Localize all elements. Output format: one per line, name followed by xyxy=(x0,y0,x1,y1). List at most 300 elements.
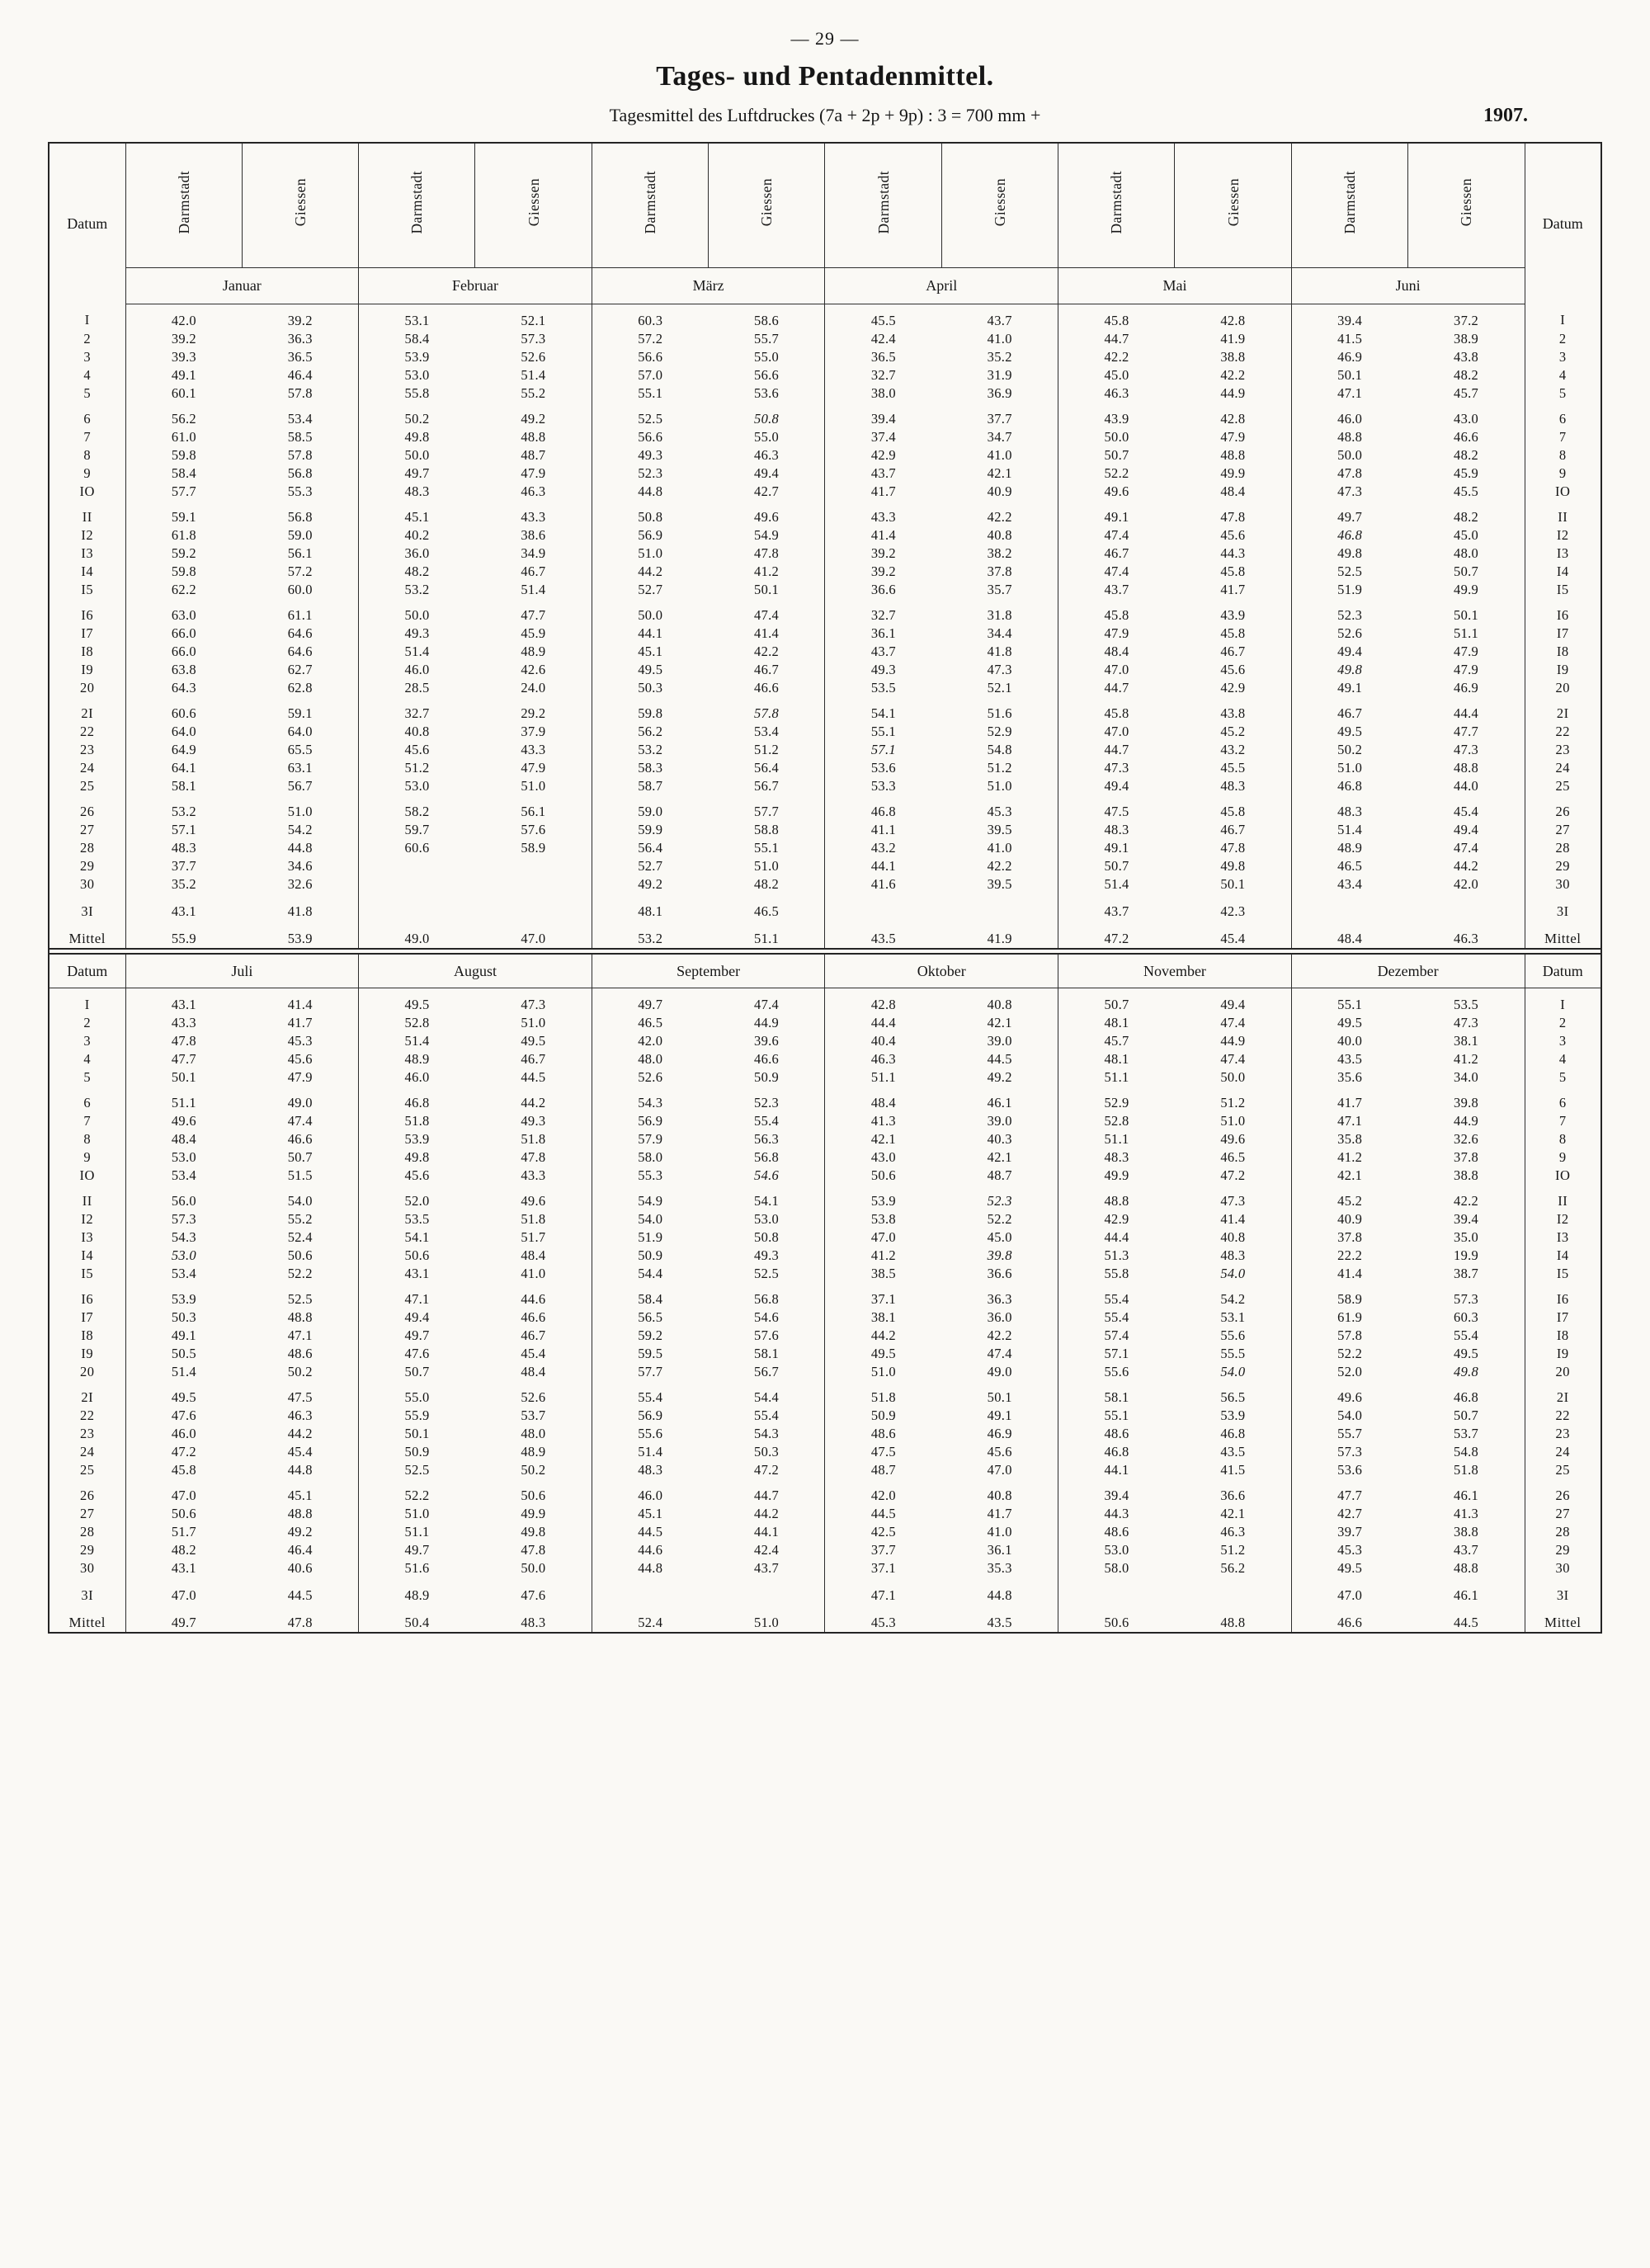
pressure-value: 49.2 xyxy=(521,410,546,427)
pressure-value: 53.6 xyxy=(825,759,941,777)
station-label: Giessen xyxy=(1224,178,1242,227)
pressure-value: 50.6 xyxy=(125,1505,242,1523)
pressure-value: 59.2 xyxy=(125,545,242,563)
pressure-value: 35.3 xyxy=(987,1560,1012,1576)
pressure-value: 59.0 xyxy=(287,526,313,543)
pressure-value: 58.7 xyxy=(592,777,708,795)
table-row xyxy=(50,304,1600,330)
pressure-value: 51.4 xyxy=(359,1032,475,1050)
pressure-value: 55.5 xyxy=(1220,1346,1246,1361)
pressure-value: 47.9 xyxy=(1220,428,1246,445)
mittel-value: 48.3 xyxy=(521,1615,546,1630)
pressure-value: 47.6 xyxy=(359,1345,475,1363)
table-header xyxy=(50,144,1600,304)
pressure-value: 51.1 xyxy=(1058,1130,1175,1148)
pressure-value: 39.7 xyxy=(1291,1523,1407,1541)
pressure-value: 47.7 xyxy=(125,1050,242,1068)
pressure-value: 43.5 xyxy=(1291,1050,1407,1068)
page-subtitle: Tagesmittel des Luftdruckes (7a + 2p + 9p) : 3 = 700 mm + xyxy=(609,105,1041,125)
mittel-value: 50.4 xyxy=(359,1605,475,1632)
pressure-value: 48.9 xyxy=(521,1444,546,1459)
pressure-value: 45.7 xyxy=(1454,384,1479,401)
pressure-value: 53.0 xyxy=(359,777,475,795)
station-label: Darmstadt xyxy=(1341,171,1358,234)
pressure-value: 29.2 xyxy=(521,705,546,721)
table-row xyxy=(50,1210,1600,1228)
table-row xyxy=(50,1148,1600,1167)
pressure-value: 51.7 xyxy=(521,1229,546,1245)
mittel-group xyxy=(50,1605,1600,1632)
pressure-value xyxy=(359,875,475,894)
day-number: 30 xyxy=(50,1559,125,1577)
pressure-value: 50.0 xyxy=(1058,428,1175,446)
day-group xyxy=(50,599,1600,697)
day-number: 2I xyxy=(1525,697,1600,723)
pressure-value xyxy=(592,1577,708,1605)
day-number: 26 xyxy=(1525,1479,1600,1505)
pressure-value: 46.6 xyxy=(754,679,780,695)
pressure-value: 52.3 xyxy=(754,1095,780,1110)
pressure-value: 41.3 xyxy=(1454,1506,1479,1521)
day-number: IO xyxy=(1525,483,1600,501)
pressure-value: 48.1 xyxy=(592,894,708,921)
table-row xyxy=(50,759,1600,777)
pressure-value: 47.4 xyxy=(754,997,780,1012)
pressure-value: 57.3 xyxy=(521,330,546,347)
pressure-value: 42.0 xyxy=(125,304,242,330)
pressure-value: 52.3 xyxy=(592,464,708,483)
pressure-value: 41.4 xyxy=(287,997,313,1012)
pressure-value: 51.4 xyxy=(1291,821,1407,839)
station-header-darmstadt xyxy=(825,144,941,267)
pressure-value: 42.2 xyxy=(987,508,1012,525)
pressure-value: 52.1 xyxy=(987,679,1012,695)
table-row xyxy=(50,1407,1600,1425)
pressure-value: 41.7 xyxy=(1220,581,1246,597)
pressure-value: 51.8 xyxy=(1454,1462,1479,1478)
pressure-value: 53.6 xyxy=(754,384,780,401)
pressure-value: 58.9 xyxy=(521,839,546,856)
pressure-value: 50.6 xyxy=(521,1488,546,1503)
pressure-value: 56.8 xyxy=(754,1149,780,1165)
pressure-value: 55.7 xyxy=(1291,1425,1407,1443)
pressure-value: 50.6 xyxy=(359,1247,475,1265)
pressure-value: 53.0 xyxy=(359,366,475,384)
month-header: Februar xyxy=(359,267,592,304)
pressure-value: 53.4 xyxy=(287,410,313,427)
day-number: I6 xyxy=(1525,1283,1600,1308)
pressure-value: 57.7 xyxy=(125,483,242,501)
pressure-value: 51.0 xyxy=(754,857,780,874)
table-row xyxy=(50,545,1600,563)
pressure-value: 46.3 xyxy=(1058,384,1175,403)
pressure-value: 49.2 xyxy=(592,875,708,894)
pressure-value: 52.2 xyxy=(359,1479,475,1505)
pressure-value: 37.4 xyxy=(825,428,941,446)
pressure-value: 55.1 xyxy=(1291,988,1407,1015)
day-number: 3I xyxy=(50,894,125,921)
pressure-value: 56.6 xyxy=(592,428,708,446)
pressure-value: 57.8 xyxy=(1291,1327,1407,1345)
pressure-value: 41.4 xyxy=(1220,1211,1246,1227)
pressure-value: 54.1 xyxy=(825,697,941,723)
day-number: 7 xyxy=(1525,1112,1600,1130)
pressure-value: 52.9 xyxy=(1058,1087,1175,1112)
pressure-value: 49.8 xyxy=(1220,857,1246,874)
pressure-value: 37.9 xyxy=(521,723,546,739)
pressure-value: 41.3 xyxy=(825,1112,941,1130)
day-number: 25 xyxy=(1525,1461,1600,1479)
pressure-value: 47.1 xyxy=(287,1327,313,1343)
pressure-value: 47.3 xyxy=(1220,1193,1246,1209)
pressure-value: 47.6 xyxy=(521,1587,546,1603)
pressure-value: 50.9 xyxy=(825,1407,941,1425)
day-number: 25 xyxy=(50,777,125,795)
pressure-value: 49.5 xyxy=(359,988,475,1015)
day-number: I6 xyxy=(50,599,125,625)
pressure-value: 48.4 xyxy=(1058,643,1175,661)
table-row xyxy=(50,697,1600,723)
pressure-value: 47.0 xyxy=(1058,661,1175,679)
pressure-value: 42.3 xyxy=(1220,903,1246,919)
pressure-value: 48.8 xyxy=(521,428,546,445)
pressure-value: 41.9 xyxy=(1220,330,1246,347)
day-number: II xyxy=(1525,1185,1600,1210)
day-number: 4 xyxy=(50,366,125,384)
pressure-value: 56.5 xyxy=(592,1308,708,1327)
pressure-value: 50.0 xyxy=(359,599,475,625)
pressure-value: 56.1 xyxy=(287,545,313,561)
pressure-value: 47.4 xyxy=(287,1113,313,1129)
day-number: 29 xyxy=(1525,857,1600,875)
pressure-value: 53.5 xyxy=(359,1210,475,1228)
pressure-value: 46.1 xyxy=(1454,1587,1479,1603)
day-number: I8 xyxy=(50,643,125,661)
pressure-value: 52.0 xyxy=(359,1185,475,1210)
pressure-value: 43.7 xyxy=(1058,894,1175,921)
pressure-value: 42.6 xyxy=(521,661,546,677)
pressure-value: 47.8 xyxy=(521,1542,546,1558)
pressure-value: 43.7 xyxy=(825,464,941,483)
pressure-value: 43.1 xyxy=(125,988,242,1015)
day-number: 23 xyxy=(1525,1425,1600,1443)
pressure-value: 48.2 xyxy=(754,875,780,892)
pressure-value: 64.6 xyxy=(287,625,313,641)
pressure-value: 43.7 xyxy=(825,643,941,661)
pressure-value: 44.9 xyxy=(1220,1033,1246,1049)
day-number: I2 xyxy=(50,526,125,545)
pressure-value: 46.7 xyxy=(521,1327,546,1343)
pressure-value: 47.8 xyxy=(1220,839,1246,856)
pressure-value: 55.1 xyxy=(825,723,941,741)
month-header: März xyxy=(592,267,825,304)
pressure-value: 44.5 xyxy=(825,1505,941,1523)
table-row xyxy=(50,894,1600,921)
pressure-value: 50.0 xyxy=(592,599,708,625)
day-group xyxy=(50,1283,1600,1381)
pressure-value: 46.6 xyxy=(521,1309,546,1325)
month-header: Dezember xyxy=(1291,954,1525,988)
pressure-value: 46.7 xyxy=(521,563,546,579)
pressure-value: 46.8 xyxy=(1058,1443,1175,1461)
pressure-value: 41.2 xyxy=(1291,1148,1407,1167)
pressure-value: 44.3 xyxy=(1058,1505,1175,1523)
pressure-value: 49.1 xyxy=(125,1327,242,1345)
mittel-value: 50.6 xyxy=(1058,1605,1175,1632)
pressure-value: 47.4 xyxy=(1220,1051,1246,1067)
day-number: 26 xyxy=(50,795,125,821)
station-label: Giessen xyxy=(1458,178,1475,227)
pressure-value: 48.6 xyxy=(1058,1523,1175,1541)
pressure-value: 51.8 xyxy=(521,1131,546,1147)
pressure-value: 44.9 xyxy=(754,1015,780,1030)
day-number: I9 xyxy=(1525,661,1600,679)
pressure-value: 50.8 xyxy=(754,410,780,427)
pressure-value: 53.7 xyxy=(521,1407,546,1423)
pressure-value: 63.8 xyxy=(125,661,242,679)
day-number: 8 xyxy=(1525,1130,1600,1148)
pressure-value: 61.9 xyxy=(1291,1308,1407,1327)
pressure-value: 43.7 xyxy=(987,312,1012,328)
pressure-value: 42.8 xyxy=(1220,410,1246,427)
pressure-value: 64.1 xyxy=(125,759,242,777)
pressure-value: 44.5 xyxy=(592,1523,708,1541)
pressure-value: 53.3 xyxy=(825,777,941,795)
day-number: I8 xyxy=(50,1327,125,1345)
pressure-value: 57.3 xyxy=(1454,1291,1479,1307)
pressure-value: 51.9 xyxy=(1291,581,1407,599)
day-number: 2I xyxy=(1525,1381,1600,1407)
pressure-value: 51.1 xyxy=(1454,625,1479,641)
pressure-value: 57.8 xyxy=(287,384,313,401)
pressure-value: 49.8 xyxy=(1291,661,1407,679)
pressure-value: 48.9 xyxy=(359,1050,475,1068)
table-row xyxy=(50,330,1600,348)
pressure-value: 56.9 xyxy=(592,526,708,545)
pressure-value: 49.7 xyxy=(359,1541,475,1559)
pressure-value: 47.1 xyxy=(1291,384,1407,403)
pressure-value: 46.8 xyxy=(1220,1426,1246,1441)
pressure-value: 50.0 xyxy=(359,446,475,464)
pressure-value: 42.4 xyxy=(825,330,941,348)
pressure-value: 47.8 xyxy=(521,1149,546,1165)
pressure-value: 56.6 xyxy=(754,366,780,383)
pressure-value: 32.7 xyxy=(359,697,475,723)
day-number: 9 xyxy=(50,464,125,483)
table-row xyxy=(50,857,1600,875)
pressure-value: 45.3 xyxy=(287,1033,313,1049)
pressure-value: 53.4 xyxy=(754,723,780,739)
pressure-value: 43.9 xyxy=(1220,606,1246,623)
table-row xyxy=(50,625,1600,643)
pressure-value: 45.3 xyxy=(987,803,1012,819)
pressure-value: 57.1 xyxy=(1058,1345,1175,1363)
station-label: Giessen xyxy=(525,178,542,227)
day-number: 20 xyxy=(1525,679,1600,697)
pressure-value: 50.2 xyxy=(521,1462,546,1478)
pressure-value: 51.2 xyxy=(987,759,1012,776)
table-row xyxy=(50,1265,1600,1283)
pressure-value: 49.1 xyxy=(1291,679,1407,697)
day-number: 22 xyxy=(50,723,125,741)
day-number: 5 xyxy=(50,384,125,403)
pressure-value: 54.3 xyxy=(125,1228,242,1247)
pressure-value: 54.4 xyxy=(592,1265,708,1283)
station-label: Darmstadt xyxy=(408,171,426,234)
month-header: September xyxy=(592,954,825,988)
pressure-value: 50.8 xyxy=(592,501,708,526)
pressure-value: 44.8 xyxy=(287,1462,313,1478)
pressure-value: 39.4 xyxy=(1058,1479,1175,1505)
pressure-value: 53.5 xyxy=(1454,997,1479,1012)
pressure-value: 47.2 xyxy=(1220,1167,1246,1183)
pressure-value: 55.7 xyxy=(754,330,780,347)
pressure-value: 39.2 xyxy=(825,563,941,581)
mittel-label: Mittel xyxy=(50,1605,125,1632)
pressure-value: 48.3 xyxy=(1058,821,1175,839)
pressure-value: 56.7 xyxy=(754,777,780,794)
pressure-value: 58.1 xyxy=(754,1346,780,1361)
day-number: 9 xyxy=(1525,1148,1600,1167)
pressure-value: 55.1 xyxy=(754,839,780,856)
pressure-value: 55.2 xyxy=(287,1211,313,1227)
pressure-value: 46.8 xyxy=(359,1087,475,1112)
pressure-value: 46.5 xyxy=(592,1014,708,1032)
pressure-value: 44.4 xyxy=(1454,705,1479,721)
pressure-value: 56.7 xyxy=(287,777,313,794)
day-number: 4 xyxy=(1525,1050,1600,1068)
pressure-value: 51.1 xyxy=(359,1523,475,1541)
mittel-value: 53.9 xyxy=(287,930,313,946)
pressure-value: 49.8 xyxy=(359,428,475,446)
day-group xyxy=(50,304,1600,403)
day-number: 9 xyxy=(50,1148,125,1167)
pressure-value: 58.4 xyxy=(592,1283,708,1308)
pressure-value: 44.2 xyxy=(825,1327,941,1345)
pressure-value: 58.5 xyxy=(287,428,313,445)
pressure-value: 48.9 xyxy=(1291,839,1407,857)
pressure-value: 36.5 xyxy=(287,348,313,365)
pressure-value: 44.6 xyxy=(592,1541,708,1559)
pressure-value: 47.0 xyxy=(987,1462,1012,1478)
day-group xyxy=(50,894,1600,921)
day-number: 8 xyxy=(50,1130,125,1148)
table-row xyxy=(50,1050,1600,1068)
pressure-value: 38.2 xyxy=(987,545,1012,561)
pressure-value: 57.3 xyxy=(125,1210,242,1228)
pressure-value: 55.2 xyxy=(521,384,546,401)
day-number: 27 xyxy=(1525,1505,1600,1523)
pressure-value: 59.2 xyxy=(592,1327,708,1345)
pressure-value: 57.0 xyxy=(592,366,708,384)
pressure-value: 50.1 xyxy=(1291,366,1407,384)
pressure-value: 49.3 xyxy=(825,661,941,679)
table-row xyxy=(50,679,1600,697)
day-number: I5 xyxy=(50,581,125,599)
pressure-value: 48.3 xyxy=(1220,777,1246,794)
pressure-value: 51.4 xyxy=(521,581,546,597)
pressure-value: 44.5 xyxy=(987,1051,1012,1067)
pressure-value: 48.8 xyxy=(1220,446,1246,463)
pressure-value: 40.2 xyxy=(359,526,475,545)
pressure-value: 47.4 xyxy=(1220,1015,1246,1030)
pressure-value: 49.6 xyxy=(521,1193,546,1209)
table-row xyxy=(50,1185,1600,1210)
day-number: 5 xyxy=(1525,1068,1600,1087)
pressure-value: 53.2 xyxy=(592,741,708,759)
pressure-value: 54.8 xyxy=(1454,1444,1479,1459)
pressure-value: 34.6 xyxy=(287,857,313,874)
pressure-value: 53.2 xyxy=(125,795,242,821)
month-header: Januar xyxy=(125,267,359,304)
pressure-value: 41.2 xyxy=(825,1247,941,1265)
pressure-value: 50.1 xyxy=(754,581,780,597)
pressure-value: 47.7 xyxy=(1454,723,1479,739)
pressure-value: 49.2 xyxy=(987,1069,1012,1085)
pressure-value: 48.2 xyxy=(1454,446,1479,463)
mittel-value: 48.4 xyxy=(1291,921,1407,949)
pressure-value: 38.5 xyxy=(825,1265,941,1283)
pressure-value: 48.0 xyxy=(592,1050,708,1068)
pressure-value: 49.6 xyxy=(754,508,780,525)
pressure-value: 41.4 xyxy=(1291,1265,1407,1283)
pressure-value: 44.2 xyxy=(287,1426,313,1441)
pressure-value: 49.4 xyxy=(1220,997,1246,1012)
pressure-value: 40.4 xyxy=(825,1032,941,1050)
pressure-value: 47.8 xyxy=(754,545,780,561)
pressure-value: 39.0 xyxy=(987,1033,1012,1049)
pressure-value: 59.1 xyxy=(125,501,242,526)
pressure-value: 54.2 xyxy=(1220,1291,1246,1307)
pressure-value: 35.6 xyxy=(1291,1068,1407,1087)
pressure-value: 50.3 xyxy=(754,1444,780,1459)
pressure-value: 46.4 xyxy=(287,366,313,383)
pressure-value: 52.3 xyxy=(1291,599,1407,625)
pressure-value: 58.3 xyxy=(592,759,708,777)
mittel-label: Mittel xyxy=(1525,1605,1600,1632)
day-number: 3 xyxy=(50,348,125,366)
pressure-value: 56.8 xyxy=(287,464,313,481)
pressure-table-jul-dec xyxy=(50,953,1600,1633)
pressure-value: 34.4 xyxy=(987,625,1012,641)
table-row xyxy=(50,723,1600,741)
pressure-value: 54.2 xyxy=(287,821,313,837)
station-header-giessen xyxy=(475,144,592,267)
table-row xyxy=(50,1130,1600,1148)
pressure-value: 46.0 xyxy=(125,1425,242,1443)
pressure-value: 52.3 xyxy=(987,1193,1012,1209)
pressure-value: 42.7 xyxy=(754,483,780,499)
pressure-value: 36.1 xyxy=(987,1542,1012,1558)
pressure-value: 45.4 xyxy=(287,1444,313,1459)
pressure-value: 48.1 xyxy=(1058,1014,1175,1032)
pressure-value: 62.8 xyxy=(287,679,313,695)
pressure-value: 48.6 xyxy=(1058,1425,1175,1443)
table-row xyxy=(50,1577,1600,1605)
mittel-value: 46.6 xyxy=(1291,1605,1407,1632)
pressure-value: 55.9 xyxy=(359,1407,475,1425)
pressure-value: 43.0 xyxy=(825,1148,941,1167)
pressure-value: 54.9 xyxy=(754,526,780,543)
pressure-value: 42.2 xyxy=(1454,1193,1479,1209)
pressure-value: 46.9 xyxy=(1454,679,1479,695)
pressure-value: 51.4 xyxy=(592,1443,708,1461)
pressure-value: 54.1 xyxy=(359,1228,475,1247)
pressure-value xyxy=(709,1577,825,1605)
pressure-value: 48.4 xyxy=(521,1364,546,1379)
day-number: II xyxy=(1525,501,1600,526)
pressure-value: 32.6 xyxy=(1454,1131,1479,1147)
